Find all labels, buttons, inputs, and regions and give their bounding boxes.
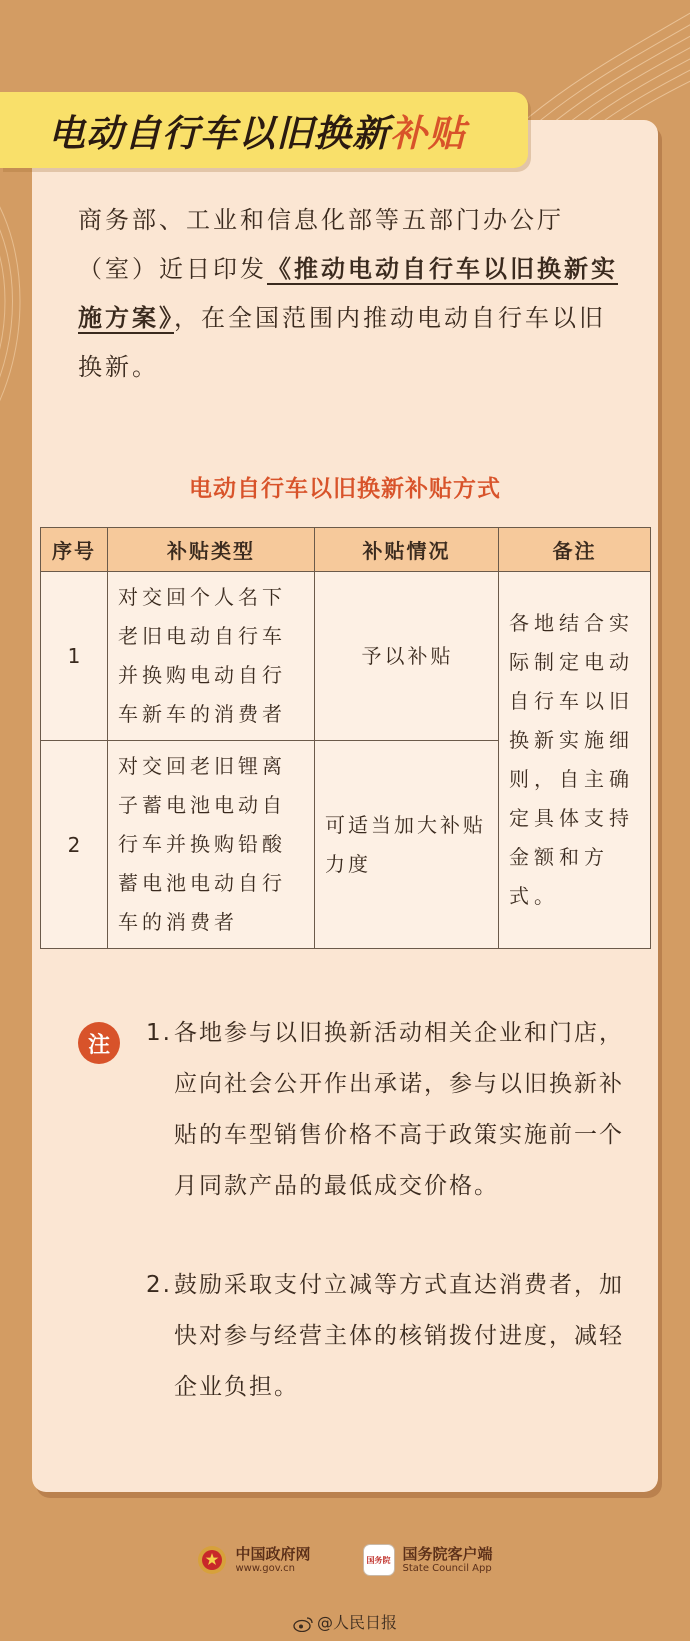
footer-logos — [0, 1540, 690, 1580]
header-no: 序号 — [41, 528, 108, 572]
subsidy-table — [40, 527, 651, 949]
intro-paragraph — [78, 196, 618, 392]
title-banner — [0, 92, 528, 168]
watermark-text: @人民日报 — [316, 1613, 397, 1632]
note-badge: 注 — [78, 1022, 120, 1064]
weibo-icon — [293, 1616, 313, 1632]
header-situation: 补贴情况 — [315, 528, 499, 572]
gov-site-logo — [197, 1545, 310, 1575]
intro-text-after: ，在全国范围内推动电动自行车以旧换新。 — [78, 304, 606, 381]
list-item — [146, 1260, 626, 1413]
table-row — [41, 572, 651, 741]
header-type: 补贴类型 — [108, 528, 315, 572]
state-council-app-logo — [363, 1544, 493, 1576]
weibo-watermark — [0, 1610, 690, 1633]
page-title-accent: 补贴 — [390, 112, 466, 155]
gov-site-url: www.gov.cn — [235, 1562, 295, 1574]
list-item — [146, 1008, 626, 1212]
row-number: 2 — [41, 741, 108, 949]
note-number: 2. — [146, 1272, 172, 1298]
page-title: 电动自行车以旧换新 — [48, 112, 390, 155]
header-note: 备注 — [499, 528, 651, 572]
document-title: 《推动电动自行车以旧换新实施方案》 — [78, 255, 618, 332]
notes-list — [146, 1008, 626, 1413]
app-name: 国务院客户端 — [402, 1544, 493, 1563]
subsidy-type: 对交回老旧锂离子蓄电池电动自行车并换购铅酸蓄电池电动自行车的消费者 — [108, 741, 315, 949]
table-note: 各地结合实际制定电动自行车以旧换新实施细则，自主确定具体支持金额和方式。 — [499, 572, 651, 949]
note-text: 各地参与以旧换新活动相关企业和门店，应向社会公开作出承诺，参与以旧换新补贴的车型销售价格不高于政策实施前一个月同款产品的最低成交价格。 — [174, 1020, 624, 1199]
intro-text-before: 商务部、工业和信息化部等五部门办公厅（室）近日印发 — [78, 206, 564, 283]
app-subtitle: State Council App — [402, 1562, 492, 1574]
national-emblem-icon — [197, 1545, 227, 1575]
table-title: 电动自行车以旧换新补贴方式 — [189, 476, 501, 502]
subsidy-situation: 可适当加大补贴力度 — [315, 741, 499, 949]
gov-site-name: 中国政府网 — [235, 1544, 311, 1563]
note-number: 1. — [146, 1020, 172, 1046]
subsidy-type: 对交回个人名下老旧电动自行车并换购电动自行车新车的消费者 — [108, 572, 315, 741]
subsidy-situation: 予以补贴 — [315, 572, 499, 741]
table-header-row — [41, 528, 651, 572]
note-text: 鼓励采取支付立减等方式直达消费者，加快对参与经营主体的核销拨付进度，减轻企业负担。 — [174, 1272, 624, 1400]
state-council-app-icon: 国务院 — [363, 1544, 395, 1576]
row-number: 1 — [41, 572, 108, 741]
